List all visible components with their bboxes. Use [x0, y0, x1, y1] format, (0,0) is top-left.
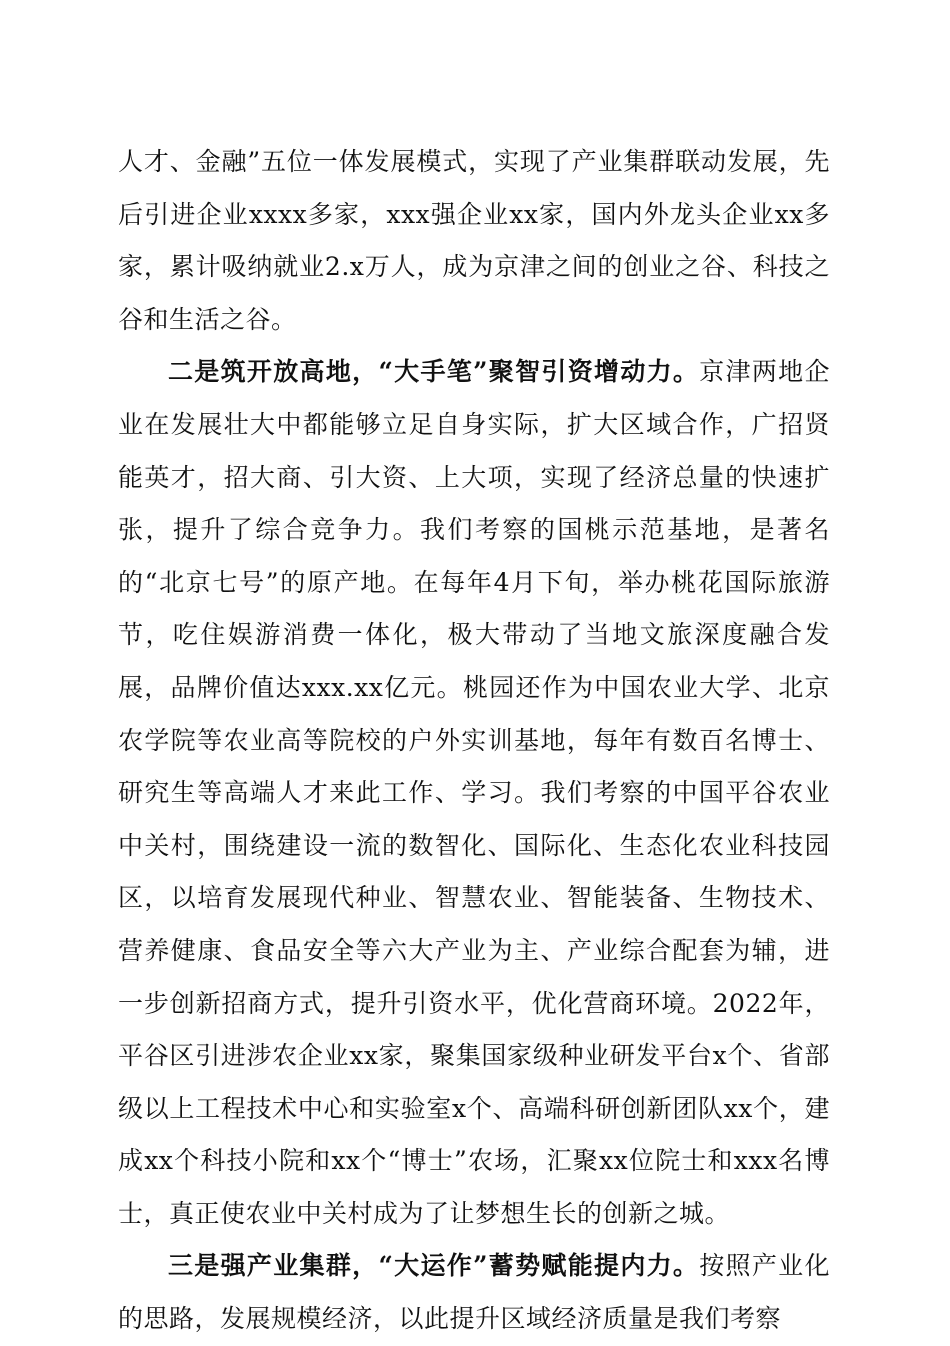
paragraph-continued — [118, 136, 830, 346]
paragraph-heading: 二是筑开放高地，“大手笔”聚智引资增动力。 — [168, 357, 700, 387]
document-body — [118, 136, 830, 1346]
paragraph-opening-up — [118, 346, 830, 1240]
paragraph-body: 按照产业化的思路，发展规模经济，以此提升区域经济质量是我们考察 — [118, 1251, 830, 1334]
paragraph-industry-cluster — [118, 1240, 830, 1345]
paragraph-body: 人才、金融”五位一体发展模式，实现了产业集群联动发展，先后引进企业xxxx多家，xxx强企业xx家，国内外龙头企业xx多家，累计吸纳就业2.x万人，成为京津之间的创业之谷、科技之谷和生活之谷。 — [118, 147, 830, 334]
paragraph-heading: 三是强产业集群，“大运作”蓄势赋能提内力。 — [168, 1251, 700, 1281]
paragraph-body: 京津两地企业在发展壮大中都能够立足自身实际，扩大区域合作，广招贤能英才，招大商、引大资、上大项，实现了经济总量的快速扩张，提升了综合竞争力。我们考察的国桃示范基地，是著名的“北京七号”的原产地。在每年4月下旬，举办桃花国际旅游节，吃住娱游消费一体化，极大带动了当地文旅深度融合发展，品牌价值达xxx.xx亿元。桃园还作为中国农业大学、北京农学院等农业高等院校的户外实训基地，每年有数百名博士、研究生等高端人才来此工作、学习。我们考察的中国平谷农业中关村，围绕建设一流的数智化、国际化、生态化农业科技园区，以培育发展现代种业、智慧农业、智能装备、生物技术、营养健康、食品安全等六大产业为主、产业综合配套为辅，进一步创新招商方式，提升引资水平，优化营商环境。2022年，平谷区引进涉农企业xx家，聚集国家级种业研发平台x个、省部级以上工程技术中心和实验室x个、高端科研创新团队xx个，建成xx个科技小院和xx个“博士”农场，汇聚xx位院士和xxx名博士，真正使农业中关村成为了让梦想生长的创新之城。 — [118, 357, 830, 1228]
